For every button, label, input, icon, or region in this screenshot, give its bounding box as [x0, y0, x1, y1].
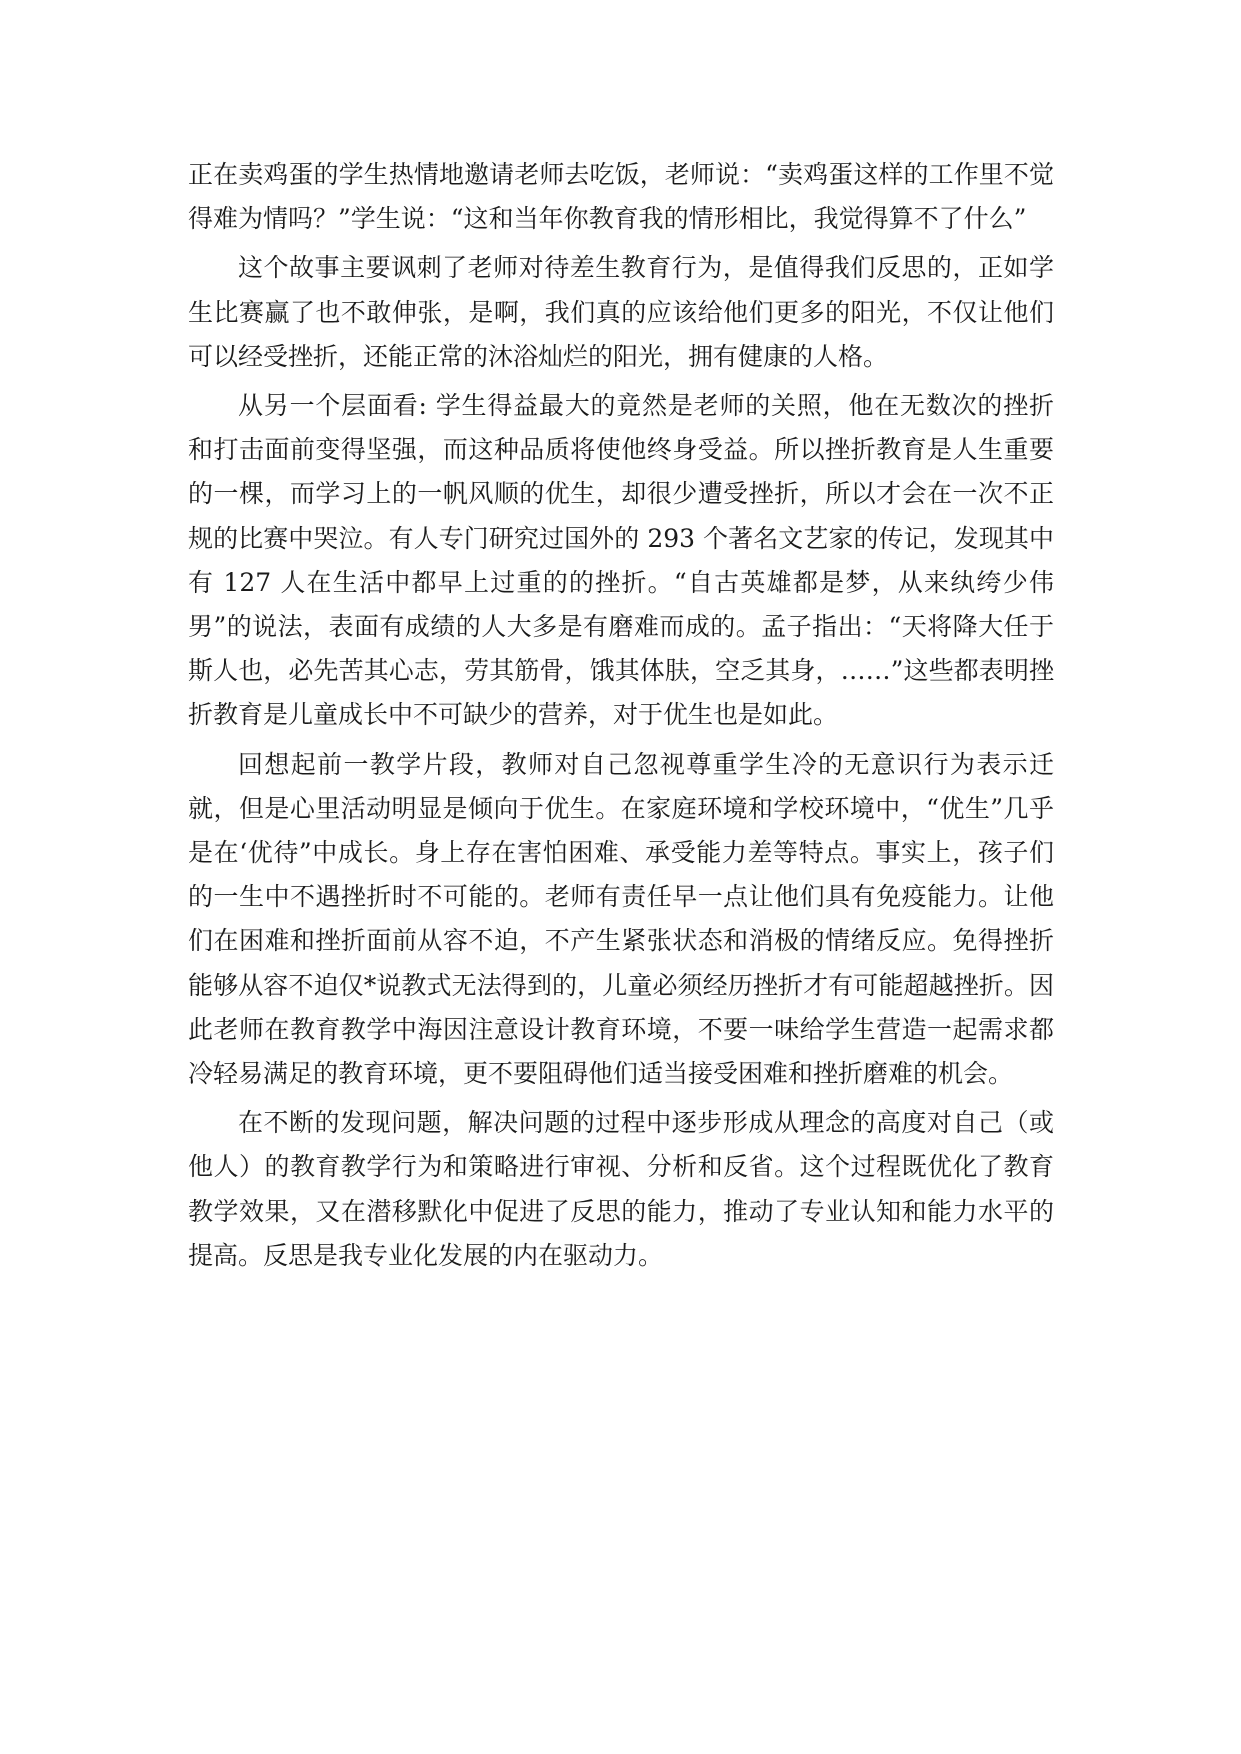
paragraph-5: 在不断的发现问题，解决问题的过程中逐步形成从理念的高度对自己（或他人）的教育教学行为和策略进行审视、分析和反省。这个过程既优化了教育教学效果，又在潜移默化中促进了反思的能力，推动了专业认知和能力水平的提高。反思是我专业化发展的内在驱动力。: [188, 1108, 1054, 1270]
document-body: [188, 153, 1054, 1283]
paragraph-1: 正在卖鸡蛋的学生热情地邀请老师去吃饭，老师说：“卖鸡蛋这样的工作里不觉得难为情吗？”学生说：“这和当年你教育我的情形相比，我觉得算不了什么”: [188, 160, 1054, 234]
paragraph-3: 从另一个层面看: 学生得益最大的竟然是老师的关照，他在无数次的挫折和打击面前变得坚强，而这种品质将使他终身受益。所以挫折教育是人生重要的一棵，而学习上的一帆风顺的优生，却很少遭受挫折，所以才会在一次不正规的比赛中哭泣。有人专门研究过国外的 293 个著名文艺家的传记，发现其中有 127 人在生活中都早上过重的的挫折。“自古英雄都是梦，从来纨绔少伟男”的说法，表面有成绩的人大多是有磨难而成的。孟子指出：“天将降大任于斯人也，必先苦其心志，劳其筋骨，饿其体肤，空乏其身，……”这些都表明挫折教育是儿童成长中不可缺少的营养，对于优生也是如此。: [188, 391, 1054, 730]
paragraph-4: 回想起前一教学片段，教师对自己忽视尊重学生冷的无意识行为表示迁就，但是心里活动明显是倾向于优生。在家庭环境和学校环境中，“优生”几乎是在‘优待”中成长。身上存在害怕困难、承受能力差等特点。事实上，孩子们的一生中不遇挫折时不可能的。老师有责任早一点让他们具有免疫能力。让他们在困难和挫折面前从容不迫，不产生紧张状态和消极的情绪反应。免得挫折能够从容不迫仅*说教式无法得到的，儿童必须经历挫折才有可能超越挫折。因此老师在教育教学中海因注意设计教育环境，不要一味给学生营造一起需求都冷轻易满足的教育环境，更不要阻碍他们适当接受困难和挫折磨难的机会。: [188, 749, 1054, 1089]
paragraph-2: 这个故事主要讽刺了老师对待差生教育行为，是值得我们反思的，正如学生比赛赢了也不敢伸张，是啊，我们真的应该给他们更多的阳光，不仅让他们可以经受挫折，还能正常的沐浴灿烂的阳光，拥有健康的人格。: [188, 253, 1054, 371]
